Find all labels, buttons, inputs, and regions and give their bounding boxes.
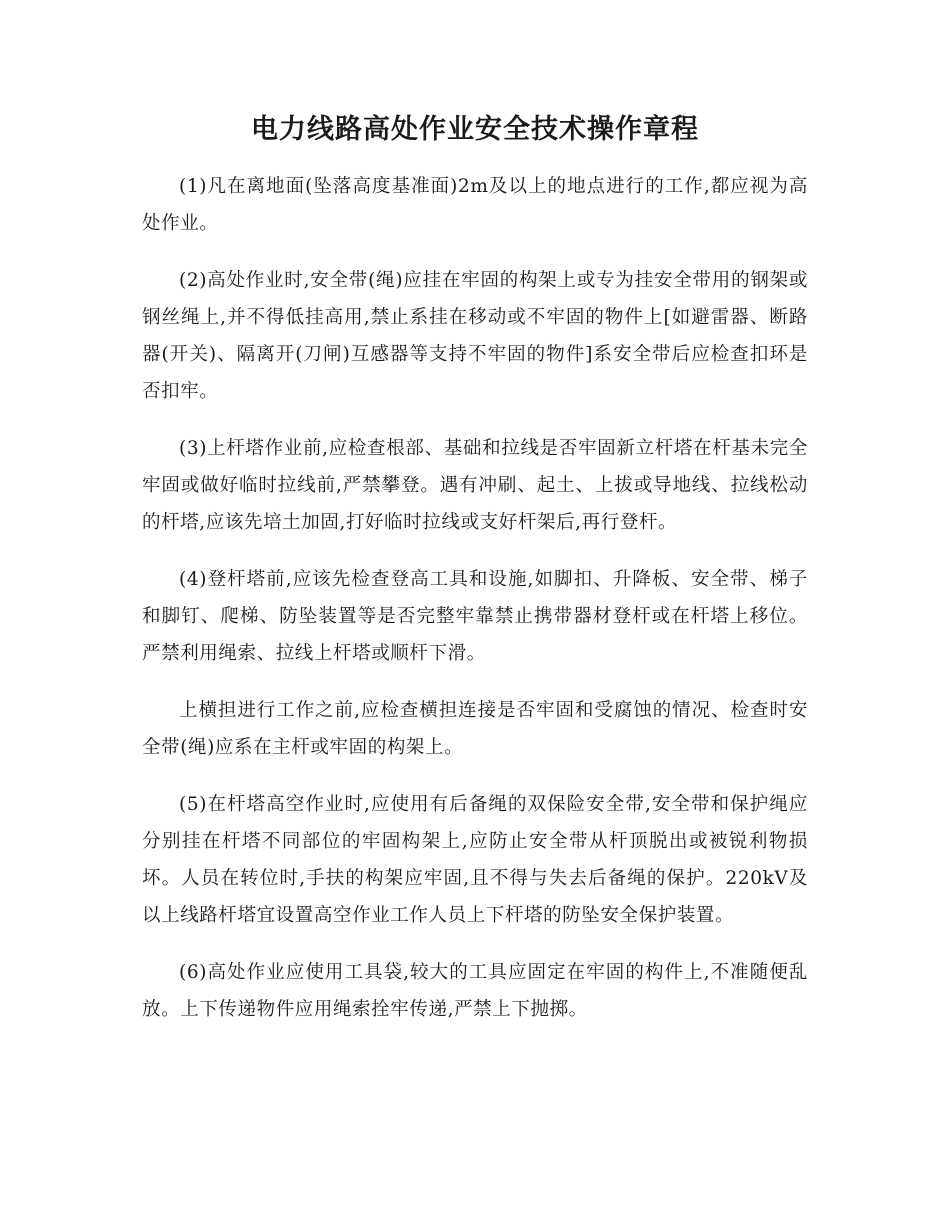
paragraph-4: (4)登杆塔前,应该先检查登高工具和设施,如脚扣、升降板、安全带、梯子和脚钉、爬梯、防坠装置等是否完整牢靠禁止携带器材登杆或在杆塔上移位。严禁利用绳索、拉线上杆塔或顺杆下滑。 (142, 569, 808, 664)
document-title: 电力线路高处作业安全技术操作章程 (251, 114, 699, 145)
paragraph-2: (2)高处作业时,安全带(绳)应挂在牢固的构架上或专为挂安全带用的钢架或钢丝绳上,并不得低挂高用,禁止系挂在移动或不牢固的物件上[如避雷器、断路器(开关)、隔离开(刀闸)互感器等支持不牢固的物件]系安全带后应检查扣环是否扣牢。 (142, 270, 808, 402)
paragraph-1: (1)凡在离地面(坠落高度基准面)2m及以上的地点进行的工作,都应视为高处作业。 (142, 176, 808, 234)
paragraph-6: (5)在杆塔高空作业时,应使用有后备绳的双保险安全带,安全带和保护绳应分别挂在杆塔不同部位的牢固构架上,应防止安全带从杆顶脱出或被锐利物损坏。人员在转位时,手扶的构架应牢固,且不得与失去后备绳的保护。220kV及以上线路杆塔宜设置高空作业工作人员上下杆塔的防坠安全保护装置。 (142, 794, 808, 926)
document-page (142, 110, 808, 1048)
paragraph-7: (6)高处作业应使用工具袋,较大的工具应固定在牢固的构件上,不准随便乱放。上下传递物件应用绳索拴牢传递,严禁上下抛掷。 (142, 962, 808, 1020)
paragraph-3: (3)上杆塔作业前,应检查根部、基础和拉线是否牢固新立杆塔在杆基未完全牢固或做好临时拉线前,严禁攀登。遇有冲刷、起土、上拔或导地线、拉线松动的杆塔,应该先培土加固,打好临时拉线或支好杆架后,再行登杆。 (142, 438, 808, 533)
paragraph-5: 上横担进行工作之前,应检查横担连接是否牢固和受腐蚀的情况、检查时安全带(绳)应系在主杆或牢固的构架上。 (142, 700, 808, 758)
